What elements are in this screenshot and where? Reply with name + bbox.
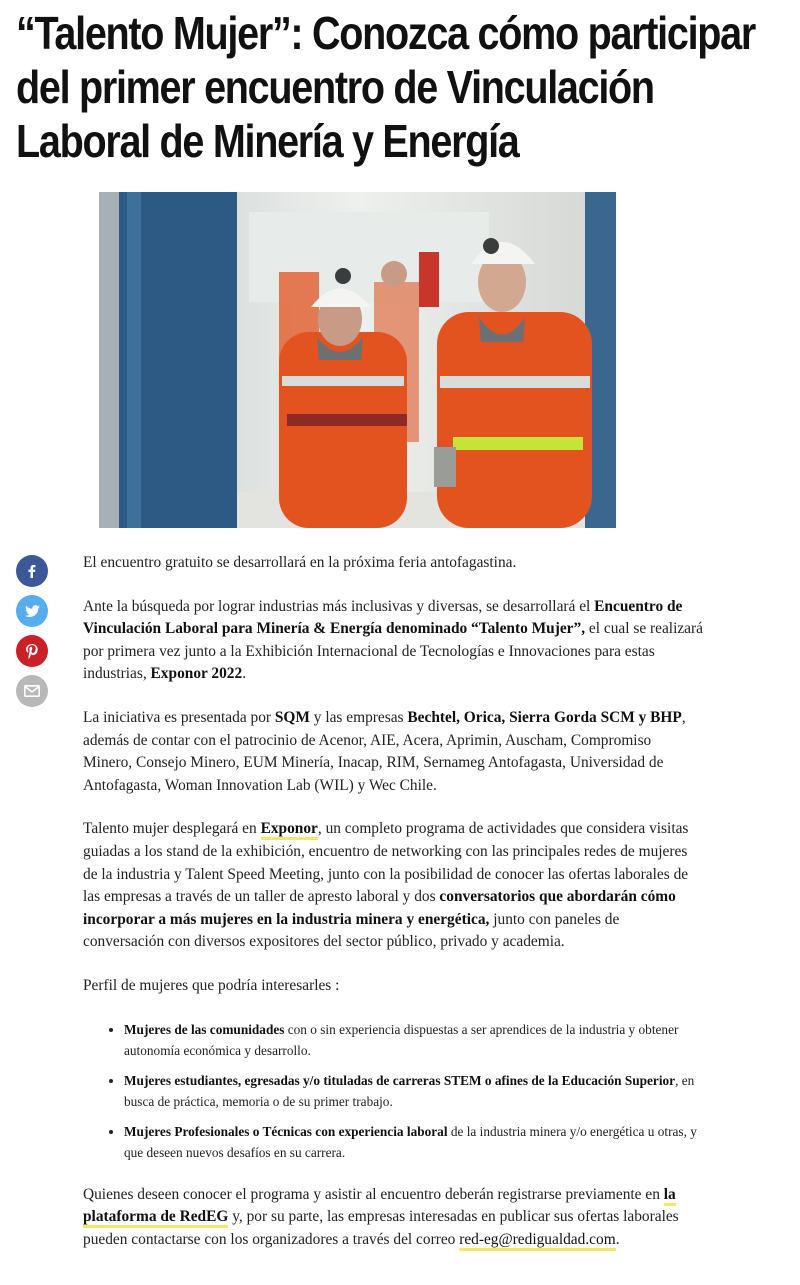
paragraph-registration: Quienes deseen conocer el programa y asistir al encuentro deberán registrarse previamente en la plataforma de RedEG y, por su parte, las empresas interesadas en publicar sus ofertas laborales pueden contactarse con los organizadores a través del correo red-eg@redigualdad.com.: [83, 1184, 703, 1252]
paragraph-sponsors: La iniciativa es presentada por SQM y las empresas Bechtel, Orica, Sierra Gorda SCM y BHP, además de contar con el patrocinio de Acenor, AIE, Acera, Aprimin, Auscham, Compromiso Minero, Consejo Minero, EUM Minería, Inacap, RIM, Sernameg Antofagasta, Universidad de Antofagasta, Woman Innovation Lab (WIL) y Wec Chile.: [83, 708, 686, 794]
hero-image: [99, 192, 616, 528]
envelope-icon: [24, 685, 40, 697]
list-item: • Mujeres Profesionales o Técnicas con experiencia laboral de la industria minera y/o energética u otras, y que deseen nuevos desafíos en su carrera.: [124, 1121, 703, 1163]
article-lead: El encuentro gratuito se desarrollará en la próxima feria antofagastina.: [83, 554, 517, 571]
article-body: [83, 552, 703, 1272]
profile-intro: Perfil de mujeres que podría interesarles :: [83, 976, 340, 994]
list-item: • Mujeres de las comunidades con o sin experiencia dispuestas a ser aprendices de la industria y obtener autonomía económica y desarrollo.: [124, 1019, 703, 1061]
redeg-platform-link[interactable]: la plataforma de RedEG: [83, 1186, 676, 1229]
twitter-icon: [25, 605, 40, 618]
paragraph-talento-mujer: Ante la búsqueda por lograr industrias más inclusivas y diversas, se desarrollará el Encuentro de Vinculación Laboral para Minería & Energía denominado “Talento Mujer”, el cual se realizará por primera vez junto a la Exhibición Internacional de Tecnologías e Innovaciones para estas industrias, Exponor 2022.: [83, 597, 703, 683]
twitter-share-button[interactable]: [16, 595, 48, 627]
miners-photo: [99, 192, 616, 528]
list-item: • Mujeres estudiantes, egresadas y/o tituladas de carreras STEM o afines de la Educación Superior, en busca de práctica, memoria o de su primer trabajo.: [124, 1070, 703, 1112]
article-title: “Talento Mujer”: Conozca cómo participar del primer encuentro de Vinculación Laboral de Minería y Energía: [16, 7, 755, 167]
pinterest-icon: [26, 644, 38, 659]
facebook-share-button[interactable]: [16, 555, 48, 587]
paragraph-program: Talento mujer desplegará en Exponor, un completo programa de actividades que considera visitas guiadas a los stand de la exhibición, encuentro de networking con las principales redes de mujeres de la industria y Talent Speed Meeting, junto con la posibilidad de conocer las ofertas laborales de las empresas a través de un taller de apresto laboral y dos conversatorios que abordarán cómo incorporar a más mujeres en la industria minera y energética, junto con paneles de conversación con diversos expositores del sector público, privado y academia.: [83, 820, 689, 951]
email-share-button[interactable]: [16, 675, 48, 707]
pinterest-share-button[interactable]: [16, 635, 48, 667]
exponor-link[interactable]: Exponor: [261, 820, 318, 840]
profile-list: [83, 1019, 703, 1163]
contact-email-link[interactable]: red-eg@redigualdad.com: [459, 1231, 615, 1251]
facebook-icon: [25, 564, 39, 578]
